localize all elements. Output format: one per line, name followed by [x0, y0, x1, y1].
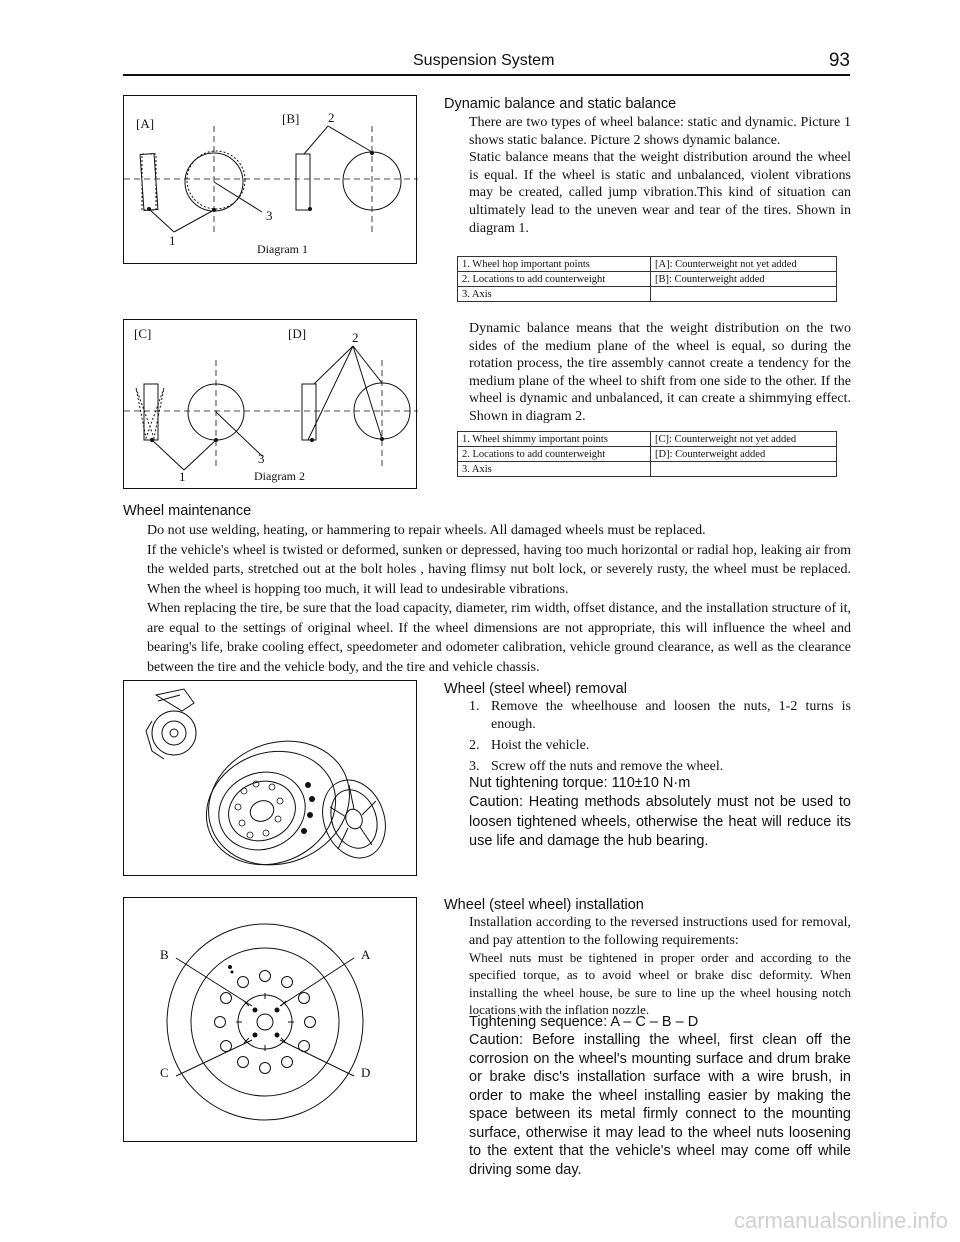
table-cell: [A]: Counterweight not yet added: [651, 257, 837, 272]
table-cell: 1. Wheel shimmy important points: [458, 432, 651, 447]
table-cell: [D]: Counterweight added: [651, 447, 837, 462]
diagram-2-figure: [123, 319, 417, 489]
installation-text: [469, 914, 851, 1018]
diagram-1-callout-1: 1: [169, 233, 176, 248]
installation-para-1: Installation according to the reversed instructions used for removal, and pay attention to the following requirements:: [469, 915, 851, 948]
installation-caution: Caution: Before installing the wheel, first clean off the corrosion on the wheel's mounting surface and drum brake or brake disc's installation surface with a wire brush, in order to make the wheel installing easier by making the space between its metal firmly connect to the mounting surface, otherwise it may lead to the wheel nuts loosening to the extent that the vehicle's wheel may come off while driving some day.: [469, 1032, 851, 1178]
step-text: Remove the wheelhouse and loosen the nuts, 1-2 turns is enough.: [491, 699, 851, 732]
removal-heading: Wheel (steel wheel) removal: [444, 681, 627, 697]
diagram-1-legend-table: [457, 256, 837, 302]
table-cell: 3. Axis: [458, 287, 651, 302]
step-number: 2.: [469, 738, 480, 753]
diagram-2-drawing: [124, 320, 418, 490]
label-c: C: [160, 1065, 169, 1080]
diagram-2-callout-3: 3: [258, 451, 265, 466]
table-row: [458, 462, 837, 477]
table-cell: [B]: Counterweight added: [651, 272, 837, 287]
balance-intro: [469, 114, 851, 237]
diagram-1-callout-3: 3: [266, 208, 273, 223]
table-cell: 2. Locations to add counterweight: [458, 447, 651, 462]
table-cell: [651, 462, 837, 477]
vent-holes: [215, 971, 316, 1074]
diagram-1-callout-2: 2: [328, 110, 335, 125]
diagram-1-label-a: [A]: [136, 116, 155, 131]
table-row: [458, 447, 837, 462]
table-row: [458, 272, 837, 287]
diagram-2-label-c: [C]: [134, 326, 152, 341]
installation-para-2: Wheel nuts must be tightened in proper order and according to the specified torque, as to avoid wheel or brake disc deformity. When installing the wheel house, be sure to line up the wheel housing notch locations with the inflation nozzle.: [469, 950, 851, 1017]
page-header: [123, 48, 850, 76]
list-item: [469, 737, 851, 755]
wheel-installation-figure: [123, 897, 417, 1142]
table-cell: [651, 287, 837, 302]
balance-para-1: There are two types of wheel balance: static and dynamic. Picture 1 shows static balance. Picture 2 shows dynamic balance.: [469, 115, 851, 148]
maintenance-para-3: When replacing the tire, be sure that the load capacity, diameter, rim width, offset distance, and the installation structure of it, are equal to the settings of original wheel. If the wheel dimensions are not appropriate, this will influence the wheel and bearing's life, brake cooling effect, speedometer and odometer calibration, vehicle ground clearance, as well as the clearance between the tire and the vehicle body, and the tire and vehicle chassis.: [147, 601, 851, 675]
diagram-2-callout-2: 2: [352, 330, 359, 345]
maintenance-para-2: If the vehicle's wheel is twisted or deformed, sunken or depressed, having too much horizontal or radial hop, leaking air from the welded parts, stretched out at the bolt holes , having flimsy nut bolt lock, or severely rusty, the wheel must be replaced. When the wheel is hopping too much, it will lead to undesirable vibrations.: [147, 542, 851, 597]
diagram-2-label-d: [D]: [288, 326, 307, 341]
table-cell: 3. Axis: [458, 462, 651, 477]
diagram-2-callout-1: 1: [179, 469, 186, 484]
diagram-1-label-b: [B]: [282, 111, 300, 126]
table-cell: [C]: Counterweight not yet added: [651, 432, 837, 447]
removal-caution: Caution: Heating methods absolutely must not be used to loosen tightened wheels, otherwise the heat will reduce its use life and damage the hub bearing.: [469, 794, 851, 849]
maintenance-heading: Wheel maintenance: [123, 503, 252, 519]
step-number: 1.: [469, 699, 480, 714]
removal-steps: [469, 698, 851, 779]
table-cell: 2. Locations to add counterweight: [458, 272, 651, 287]
step-number: 3.: [469, 759, 480, 774]
step-text: Hoist the vehicle.: [491, 738, 590, 753]
label-d: D: [361, 1065, 371, 1080]
dynamic-balance-text: Dynamic balance means that the weight distribution on the two sides of the medium plane of the wheel is equal, so during the rotation process, the tire assembly cannot create a tendency for the medium plane of the wheel to shift from one side to the other. If the wheel is dynamic and unbalanced, it can create a shimmying effect. Shown in diagram 2.: [469, 321, 851, 424]
maintenance-para-1: Do not use welding, heating, or hammering to repair wheels. All damaged wheels must be replaced.: [147, 523, 706, 538]
balance-heading: Dynamic balance and static balance: [444, 96, 677, 112]
wheel-removal-drawing: [124, 681, 418, 877]
diagram-2-legend-table: [457, 431, 837, 477]
label-b: B: [160, 947, 169, 962]
tightening-sequence: Tightening sequence: A – C – B – D: [469, 1014, 699, 1030]
watermark: carmanualsonline.info: [733, 1208, 948, 1233]
maintenance-text: [147, 521, 851, 677]
step-text: Screw off the nuts and remove the wheel.: [491, 759, 724, 774]
table-row: [458, 287, 837, 302]
page-title: Suspension System: [413, 52, 555, 69]
wheel-removal-figure: [123, 680, 417, 876]
wheel-installation-drawing: [124, 898, 418, 1143]
diagram-1-caption: Diagram 1: [257, 242, 308, 256]
page-number: 93: [828, 50, 850, 71]
list-item: [469, 698, 851, 734]
table-row: [458, 432, 837, 447]
label-a: A: [361, 947, 371, 962]
diagram-1-figure: [123, 95, 417, 264]
torque-spec: Nut tightening torque: 110±10 N·m: [469, 775, 691, 791]
table-row: [458, 257, 837, 272]
table-cell: 1. Wheel hop important points: [458, 257, 651, 272]
diagram-2-caption: Diagram 2: [254, 469, 305, 483]
installation-heading: Wheel (steel wheel) installation: [444, 897, 644, 913]
balance-para-2: Static balance means that the weight distribution around the wheel is equal. If the wheel is static and unbalanced, violent vibrations may be created, called jump vibration.This kind of situation can ultimately lead to the uneven wear and tear of the tires. Shown in diagram 1.: [469, 150, 851, 236]
